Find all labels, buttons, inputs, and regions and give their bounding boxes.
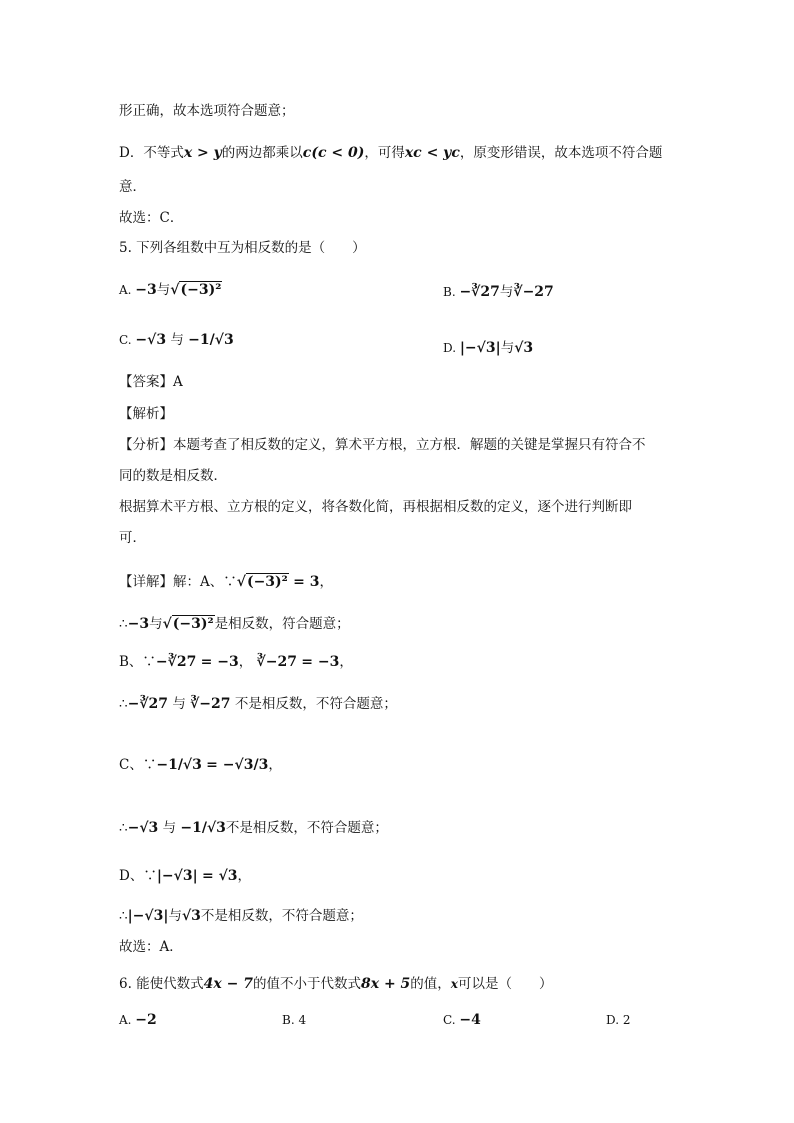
detail-c-conclusion: ∴−√3 与 −1/√3不是相反数，不符合题意； xyxy=(119,820,388,836)
detail-d: D、∵|−√3| = √3， xyxy=(119,868,252,884)
q6-option-d: D. 2 xyxy=(606,1013,631,1027)
detail-d-conclusion: ∴|−√3|与√3不是相反数，不符合题意； xyxy=(119,908,363,924)
text-line: D．不等式x > y的两边都乘以c(c < 0)，可得xc < yc，原变形错误，故本选项不符合题 xyxy=(119,145,663,161)
detail-c: C、∵−1/√3 = −√3/3， xyxy=(119,757,282,773)
q6-option-c: C. −4 xyxy=(443,1012,481,1028)
answer: 【答案】A xyxy=(119,374,183,390)
option-b: B. −∛27与∛−27 xyxy=(443,284,554,300)
q6-option-a: A. −2 xyxy=(119,1012,157,1028)
text-line: 同的数是相反数． xyxy=(119,468,227,484)
text-line: 【分析】本题考查了相反数的定义，算术平方根，立方根．解题的关键是掌握只有符合不 xyxy=(119,437,646,453)
q6-option-b: B. 4 xyxy=(282,1013,307,1027)
option-d: D. |−√3|与√3 xyxy=(443,340,534,356)
text-line: 可． xyxy=(119,530,146,546)
text-line: 形正确，故本选项符合题意； xyxy=(119,103,295,119)
option-c: C. −√3 与 −1/√3 xyxy=(119,332,234,348)
detail-b-conclusion: ∴−∛27 与 ∛−27 不是相反数，不符合题意； xyxy=(119,696,397,712)
option-a: A. −3与√(−3)² xyxy=(119,282,222,298)
text-line: 根据算术平方根、立方根的定义，将各数化简，再根据相反数的定义，逐个进行判断即 xyxy=(119,499,632,515)
question-6: 6. 能使代数式4x − 7的值不小于代数式8x + 5的值，x可以是（ ） xyxy=(119,976,553,992)
detail-b: B、∵−∛27 = −3， ∛−27 = −3， xyxy=(119,654,353,670)
text-line: 意． xyxy=(119,179,146,195)
text-line: 故选：A． xyxy=(119,939,183,955)
detail-a: 【详解】解：A、∵√(−3)² = 3， xyxy=(119,574,333,590)
detail-a-conclusion: ∴−3与√(−3)²是相反数，符合题意； xyxy=(119,616,350,632)
analysis-heading: 【解析】 xyxy=(119,406,173,422)
question-5: 5. 下列各组数中互为相反数的是（ ） xyxy=(119,240,366,256)
text-line: 故选：C． xyxy=(119,210,184,226)
